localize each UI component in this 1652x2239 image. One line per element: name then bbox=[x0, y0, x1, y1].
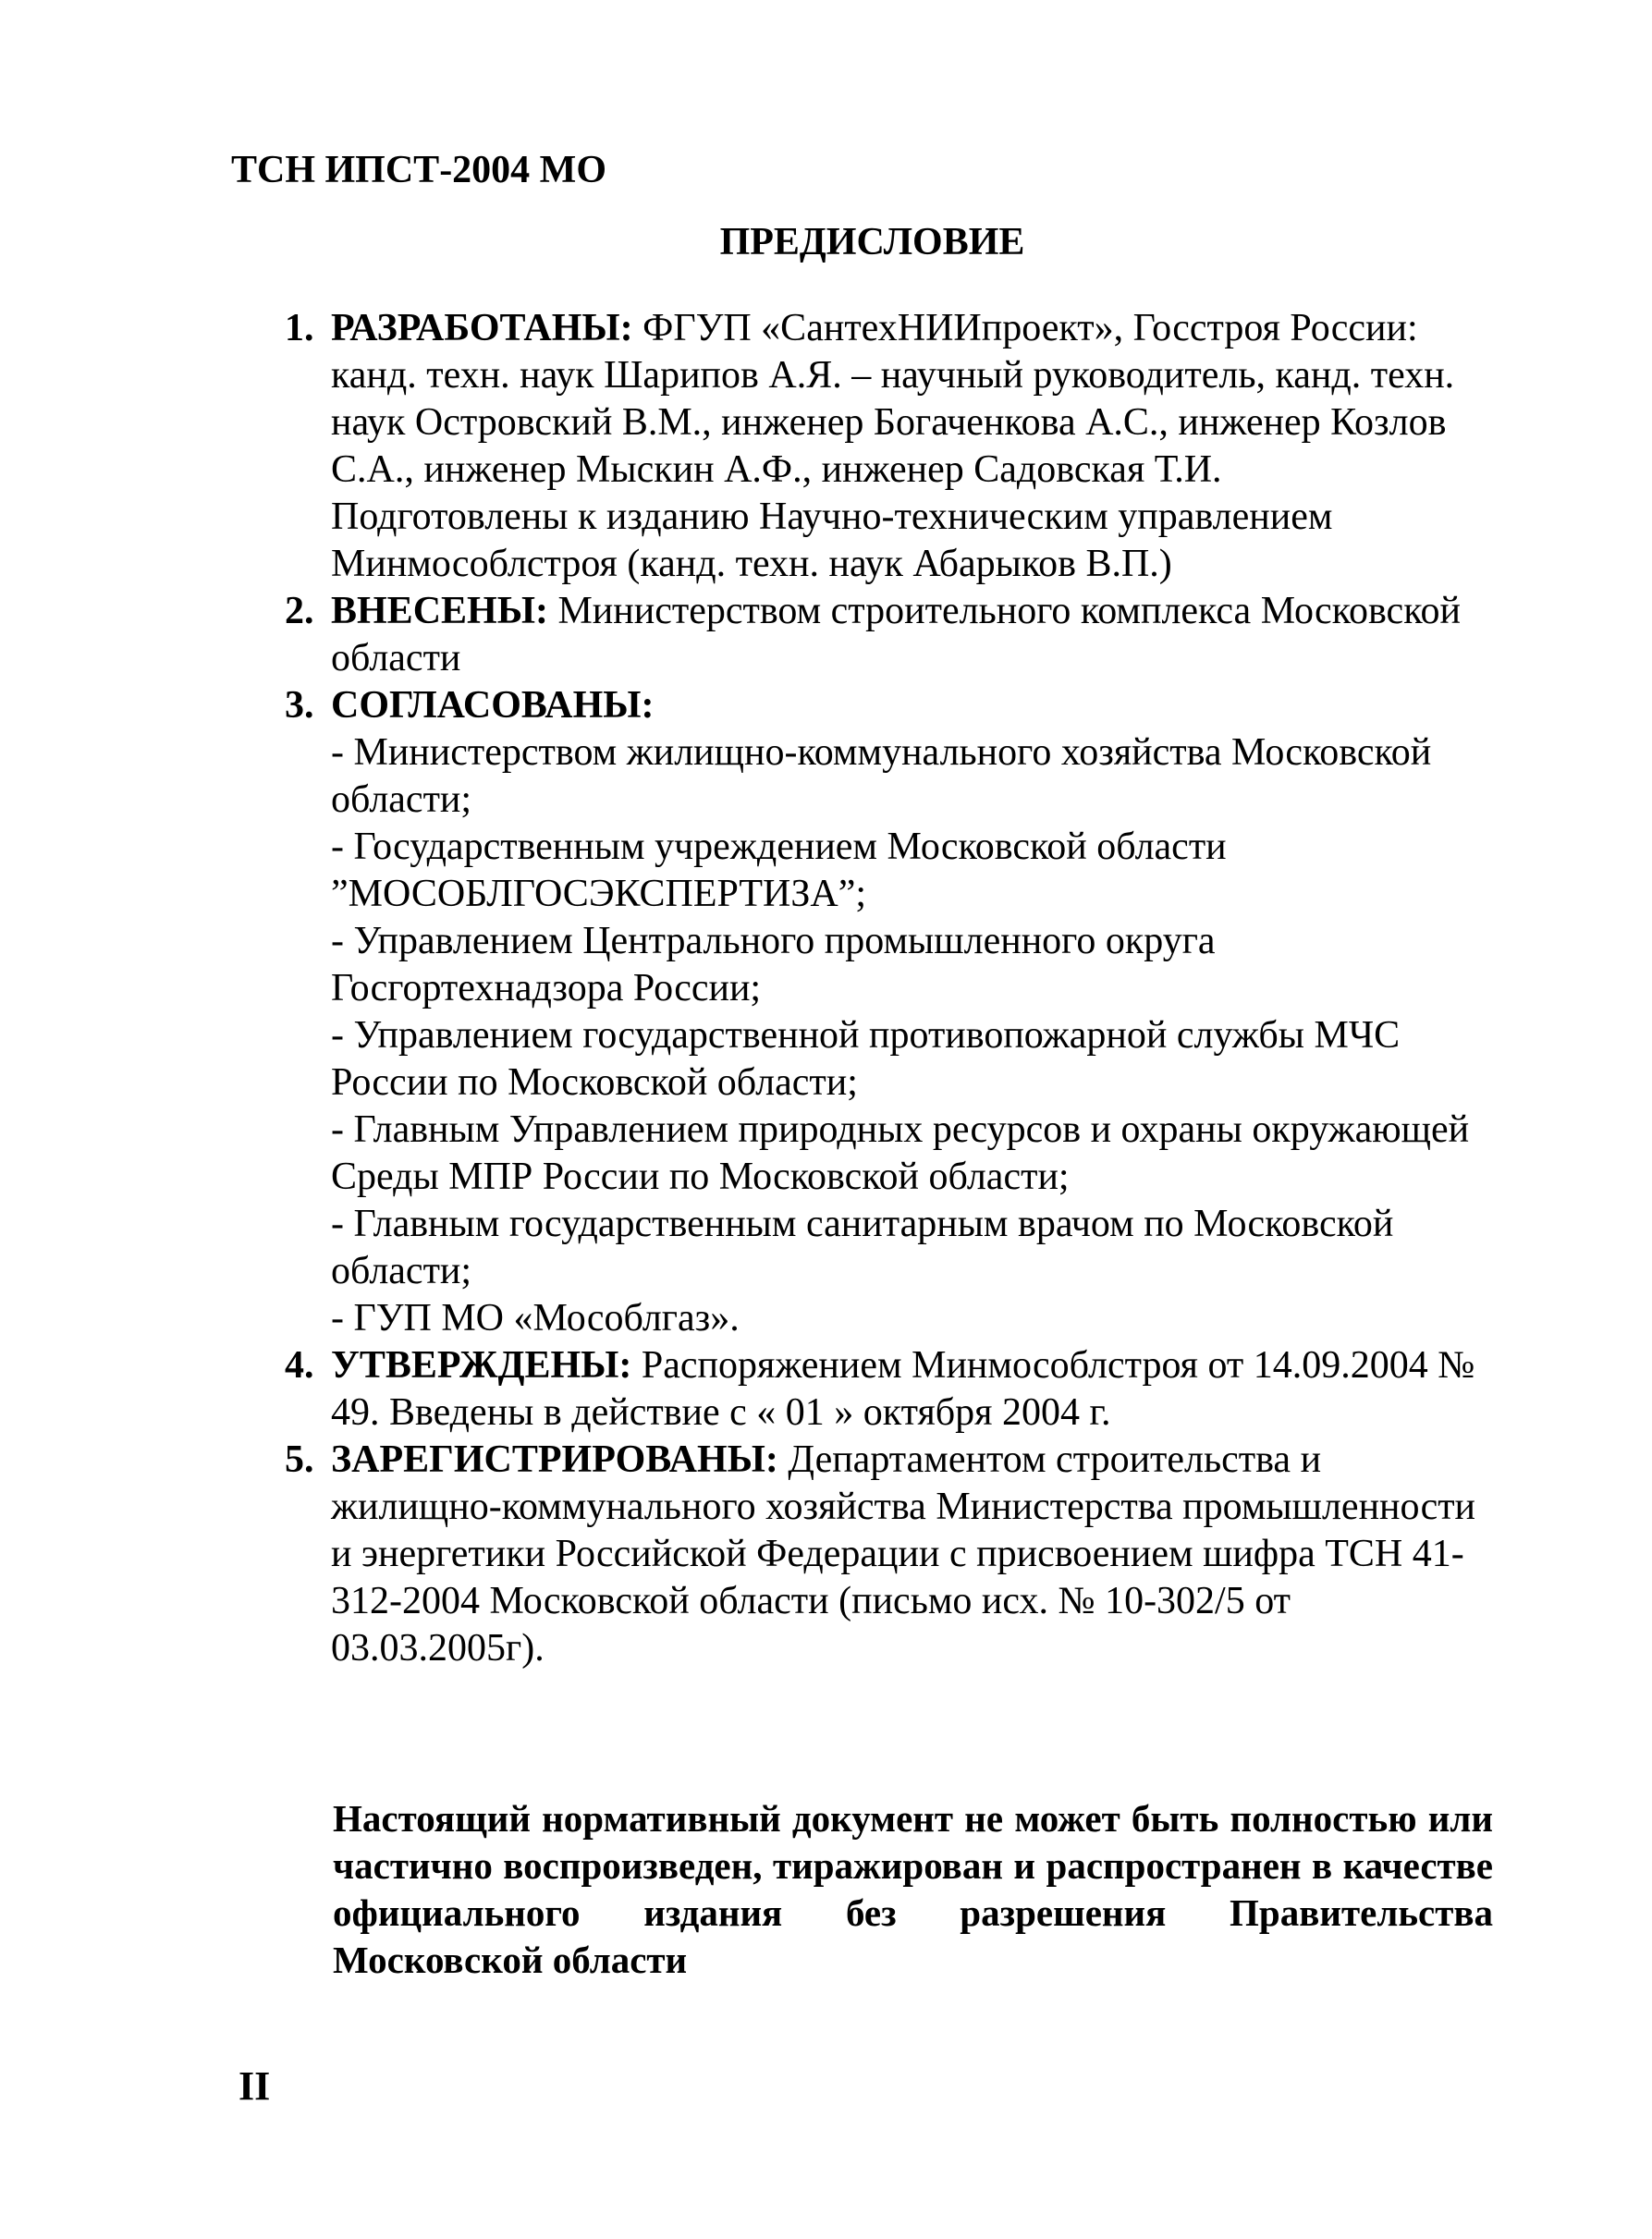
item-text: Распоряжением Минмособлстроя от 14.09.2004 № 49. Введены в действие с « 01 » октября 2004 г. bbox=[331, 1344, 1475, 1434]
preface-item-introduced bbox=[285, 588, 1487, 682]
item-heading: ВНЕСЕНЫ: bbox=[331, 590, 548, 632]
list-item: - ГУП МО «Мособлгаз». bbox=[331, 1297, 740, 1340]
item-number: 1. bbox=[285, 307, 314, 349]
item-paragraph bbox=[331, 588, 1487, 682]
preface-list bbox=[285, 305, 1487, 1672]
preface-item-approved bbox=[285, 1342, 1487, 1437]
item-text: Министерством строительного комплекса Московской области bbox=[331, 590, 1461, 679]
list-item: - Главным государственным санитарным врачом по Московской области; bbox=[331, 1203, 1394, 1292]
list-item: - Министерством жилищно-коммунального хозяйства Московской области; bbox=[331, 731, 1432, 821]
preface-item-developed bbox=[285, 305, 1487, 588]
item-paragraph bbox=[331, 682, 1487, 729]
list-item: - Главным Управлением природных ресурсов и охраны окружающей Среды МПР России по Московской области; bbox=[331, 1108, 1470, 1198]
item-paragraph bbox=[331, 1342, 1487, 1437]
page-title: ПРЕДИСЛОВИЕ bbox=[719, 221, 1025, 263]
preface-item-registered bbox=[285, 1437, 1487, 1672]
list-item: - Управлением Центрального промышленного округа Госгортехнадзора России; bbox=[331, 920, 1216, 1009]
item-heading: СОГЛАСОВАНЫ: bbox=[331, 684, 655, 727]
item-text: Департаментом строительства и жилищно-коммунального хозяйства Министерства промышленности и энергетики Российской Федерации с присвоением шифра ТСН 41-312-2004 Московской области (письмо исх. № 10-302/5 от 03.03.2005г). bbox=[331, 1438, 1476, 1670]
item-paragraph bbox=[331, 305, 1487, 494]
copyright-notice: Настоящий нормативный документ не может быть полностью или частично воспроизведен, тиражирован и распространен в качестве официального издания без разрешения Правительства Московской области bbox=[333, 1797, 1493, 1981]
item-number: 5. bbox=[285, 1438, 314, 1481]
document-code: ТСН ИПСТ-2004 МО bbox=[231, 149, 606, 191]
item-number: 4. bbox=[285, 1344, 314, 1387]
preface-item-agreed bbox=[285, 682, 1487, 1342]
list-item: - Управлением государственной противопожарной службы МЧС России по Московской области; bbox=[331, 1014, 1401, 1104]
list-item: - Государственным учреждением Московской области ”МОСОБЛГОСЭКСПЕРТИЗА”; bbox=[331, 826, 1227, 915]
agreed-list bbox=[331, 729, 1487, 1342]
item-text: ФГУП «СантехНИИпроект», Госстроя России: канд. техн. наук Шарипов А.Я. – научный руководитель, канд. техн. наук Островский В.М., инженер Богаченкова А.С., инженер Козлов С.А., инженер Мыскин А.Ф., инженер Садовская Т.И. bbox=[331, 307, 1455, 491]
page-number: II bbox=[239, 2063, 271, 2109]
item-paragraph bbox=[331, 1437, 1487, 1672]
item-heading: ЗАРЕГИСТРИРОВАНЫ: bbox=[331, 1438, 778, 1481]
item-number: 2. bbox=[285, 590, 314, 632]
item-number: 3. bbox=[285, 684, 314, 727]
item-heading: РАЗРАБОТАНЫ: bbox=[331, 307, 633, 349]
item-heading: УТВЕРЖДЕНЫ: bbox=[331, 1344, 632, 1387]
item-paragraph-secondary: Подготовлены к изданию Научно-техническим управлением Минмособлстроя (канд. техн. наук Абарыков В.П.) bbox=[331, 496, 1333, 585]
